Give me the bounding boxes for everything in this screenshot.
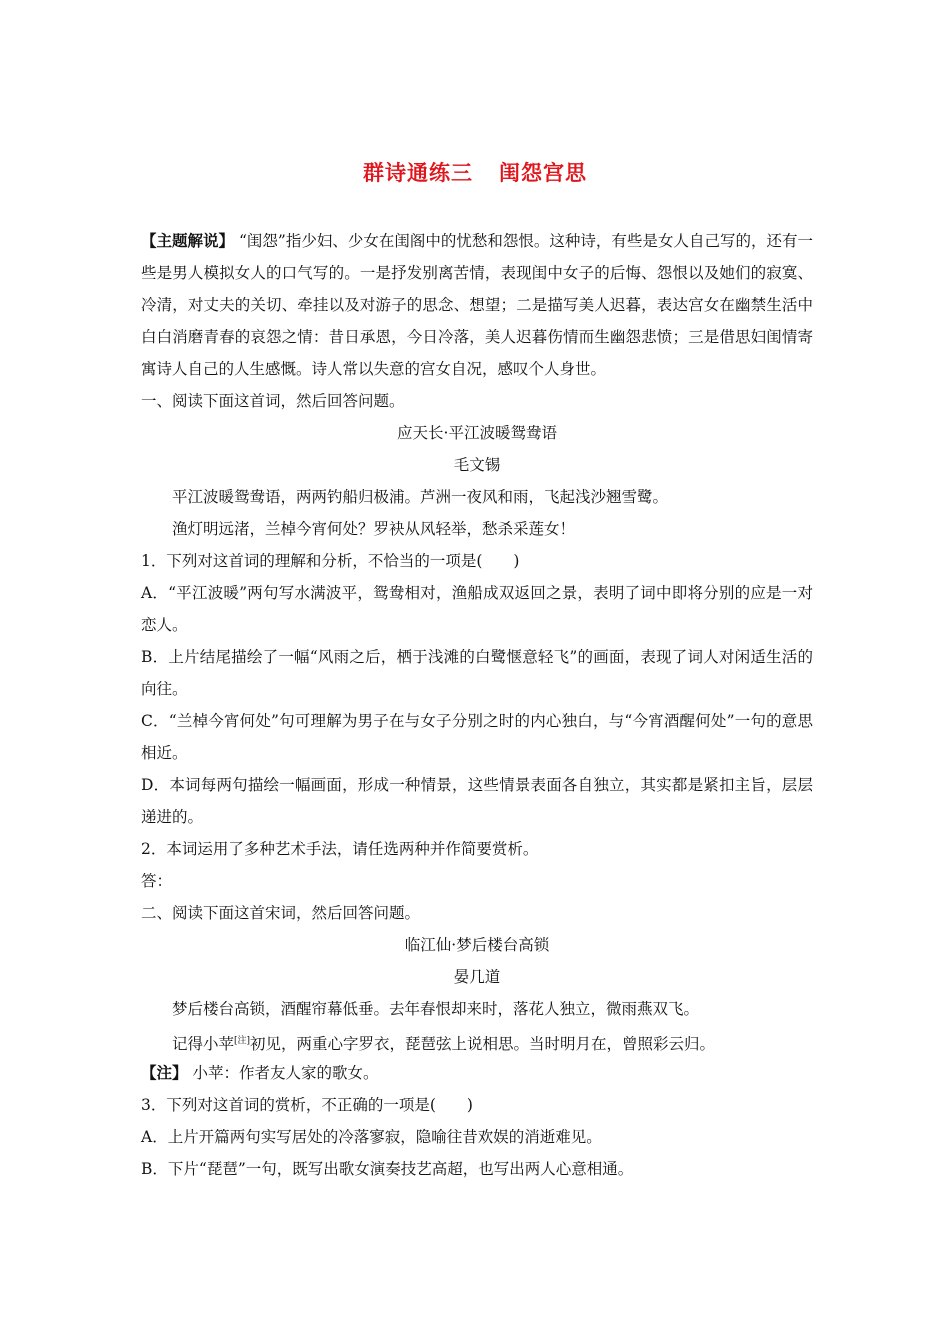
page-title (0, 157, 950, 187)
poem-line-2-part2: 初见，两重心字罗衣，琵琶弦上说相思。当时明月在，曾照彩云归。 (250, 1035, 716, 1053)
footnote-text: 小苹：作者友人家的歌女。 (192, 1064, 379, 1082)
question-2: 2．本词运用了多种艺术手法，请任选两种并作简要赏析。 (141, 840, 539, 858)
section1-poem-line-2: 渔灯明远渚，兰棹今宵何处？罗袂从风轻举，愁杀采莲女！ (172, 520, 576, 538)
section2-poem-title: 临江仙·梦后楼台高锁 (404, 936, 550, 954)
theme-paragraph (141, 225, 813, 385)
section2-poem-author: 晏几道 (453, 968, 501, 986)
title-part1: 群诗通练三 (363, 161, 473, 185)
footnote-marker: [注] (234, 1036, 251, 1046)
section2-poem-line-1: 梦后楼台高锁，酒醒帘幕低垂。去年春恨却来时，落花人独立，微雨燕双飞。 (172, 1000, 700, 1018)
poem-line-2-part1: 记得小苹 (172, 1035, 235, 1053)
question-1: 1．下列对这首词的理解和分析，不恰当的一项是( ) (141, 552, 520, 570)
footnote-label: 【注】 (141, 1063, 188, 1082)
section2-heading: 二、阅读下面这首宋词，然后回答问题。 (141, 904, 421, 922)
question-1-option-d: D．本词每两句描绘一幅画面，形成一种情景，这些情景表面各自独立，其实都是紧扣主旨，层层递进的。 (141, 776, 813, 826)
question-1-option-b: B．上片结尾描绘了一幅“风雨之后，栖于浅滩的白鹭惬意轻飞”的画面，表现了词人对闲适生活的向往。 (141, 648, 813, 698)
document-body (141, 225, 813, 1185)
question-3: 3．下列对这首词的赏析，不正确的一项是( ) (141, 1096, 473, 1114)
answer-label: 答： (141, 872, 173, 890)
question-1-option-a: A．“平江波暖”两句写水满波平，鸳鸯相对，渔船成双返回之景，表明了词中即将分别的应是一对恋人。 (141, 584, 813, 634)
question-1-option-c: C．“兰棹今宵何处”句可理解为男子在与女子分别之时的内心独白，与“今宵酒醒何处”一句的意思相近。 (141, 712, 813, 762)
section1-poem-title: 应天长·平江波暖鸳鸯语 (397, 424, 557, 442)
section1-poem-author: 毛文锡 (453, 456, 501, 474)
question-3-option-b: B．下片“琵琶”一句，既写出歌女演奏技艺高超，也写出两人心意相通。 (141, 1160, 634, 1178)
theme-label: 【主题解说】 (141, 231, 235, 250)
question-3-option-a: A．上片开篇两句实写居处的冷落寥寂，隐喻往昔欢娱的消逝难见。 (141, 1128, 602, 1146)
section1-poem-line-1: 平江波暖鸳鸯语，两两钓船归极浦。芦洲一夜风和雨，飞起浅沙翘雪鹭。 (172, 488, 669, 506)
theme-text: “闺怨”指少妇、少女在闺阁中的忧愁和怨恨。这种诗，有些是女人自己写的，还有一些是男人模拟女人的口气写的。一是抒发别离苦情，表现闺中女子的后悔、怨恨以及她们的寂寞、冷清，对丈夫的关切、牵挂以及对游子的思念、想望；二是描写美人迟暮，表达宫女在幽禁生活中白白消磨青春的哀怨之情：昔日承恩，今日冷落，美人迟暮伤情而生幽怨悲愤；三是借思妇闺情寄寓诗人自己的人生感慨。诗人常以失意的宫女自况，感叹个人身世。 (141, 232, 813, 378)
section2-poem-line-2 (141, 1025, 813, 1057)
footnote (141, 1057, 813, 1089)
section1-heading: 一、阅读下面这首词，然后回答问题。 (141, 392, 405, 410)
title-part2: 闺怨宫思 (499, 161, 587, 185)
